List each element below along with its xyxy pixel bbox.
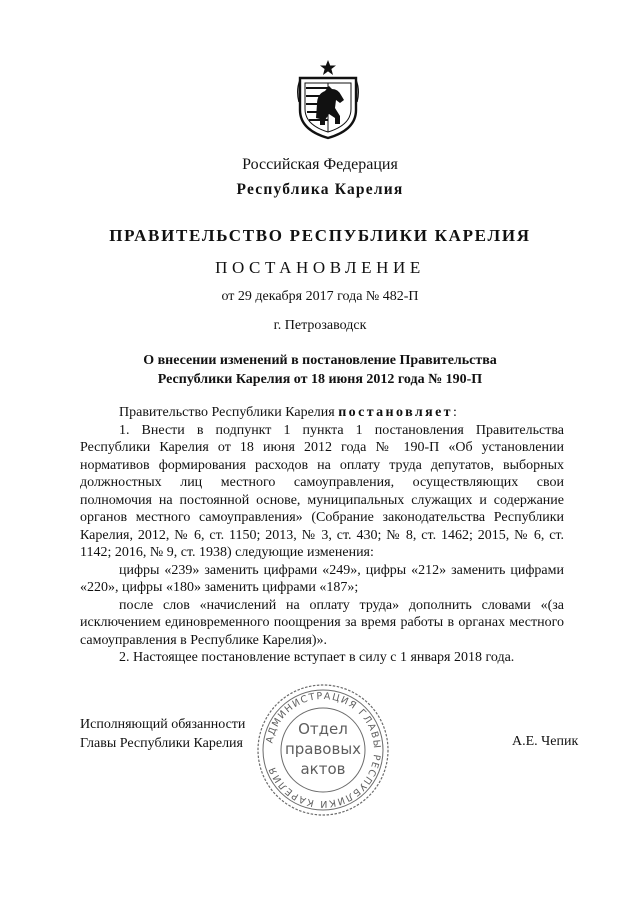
intro-paragraph [80, 404, 564, 422]
government-name: ПРАВИТЕЛЬСТВО РЕСПУБЛИКИ КАРЕЛИЯ [109, 226, 531, 245]
stamp-line: правовых [284, 740, 362, 758]
republic-name: Республика Карелия [236, 181, 404, 198]
subject-line: О внесении изменений в постановление Правительства [143, 353, 497, 368]
paragraph-item-1-change-a: цифры «239» заменить цифрами «249», цифры «212» заменить цифрами «220», цифры «180» заменить цифрами «187»; [80, 562, 564, 595]
stamp-ring-text: АДМИНИСТРАЦИЯ ГЛАВЫ РЕСПУБЛИКИ КАРЕЛИЯ [264, 690, 383, 810]
document-date-number: от 29 декабря 2017 года № 482-П [221, 289, 419, 304]
legal-department-stamp [255, 682, 391, 818]
paragraph-item-1: 1. Внести в подпункт 1 пункта 1 постановления Правительства Республики Карелия от 18 июня 2012 года № 190-П «Об установлении нормативов формирования расходов на оплату труда депутатов, выборных должностных лиц местного самоуправления, осуществляющих свои полномочия на постоянной основе, муниципальных служащих и содержание органов местного самоуправления» (Собрание законодательства Республики Карелия, 2012, № 6, ст. 1150; 2013, № 3, ст. 430; № 8, ст. 1462; 2015, № 6, ст. 1142; 2016, № 9, ст. 1938) следующие изменения: [80, 422, 564, 560]
signatory-title-line: Исполняющий обязанности [80, 717, 246, 732]
signatory-name: А.Е. Чепик [512, 734, 579, 749]
signatory-title [80, 715, 245, 753]
country-name: Российская Федерация [242, 156, 398, 173]
subject-line: Республики Карелия от 18 июня 2012 года № 190-П [157, 372, 483, 387]
stamp-line: Отдел [298, 720, 348, 738]
paragraph-item-1-change-b: после слов «начислений на оплату труда» дополнить словами «(за исключением единовременного поощрения за время работы в органах местного самоуправления в Республике Карелия)». [80, 597, 564, 648]
document-type: ПОСТАНОВЛЕНИЕ [215, 258, 425, 277]
stamp-line: актов [300, 760, 346, 778]
intro-text: Правительство Республики Карелия [119, 405, 339, 420]
paragraph-item-2: 2. Настоящее постановление вступает в силу с 1 января 2018 года. [119, 650, 515, 665]
intro-colon: : [452, 405, 457, 420]
decree-verb: постановляет [338, 405, 453, 420]
karelia-coat-of-arms-icon [296, 58, 360, 140]
document-city: г. Петрозаводск [273, 318, 367, 333]
signatory-title-line: Главы Республики Карелия [80, 736, 243, 751]
document-subject [0, 351, 640, 389]
document-body [80, 404, 564, 667]
